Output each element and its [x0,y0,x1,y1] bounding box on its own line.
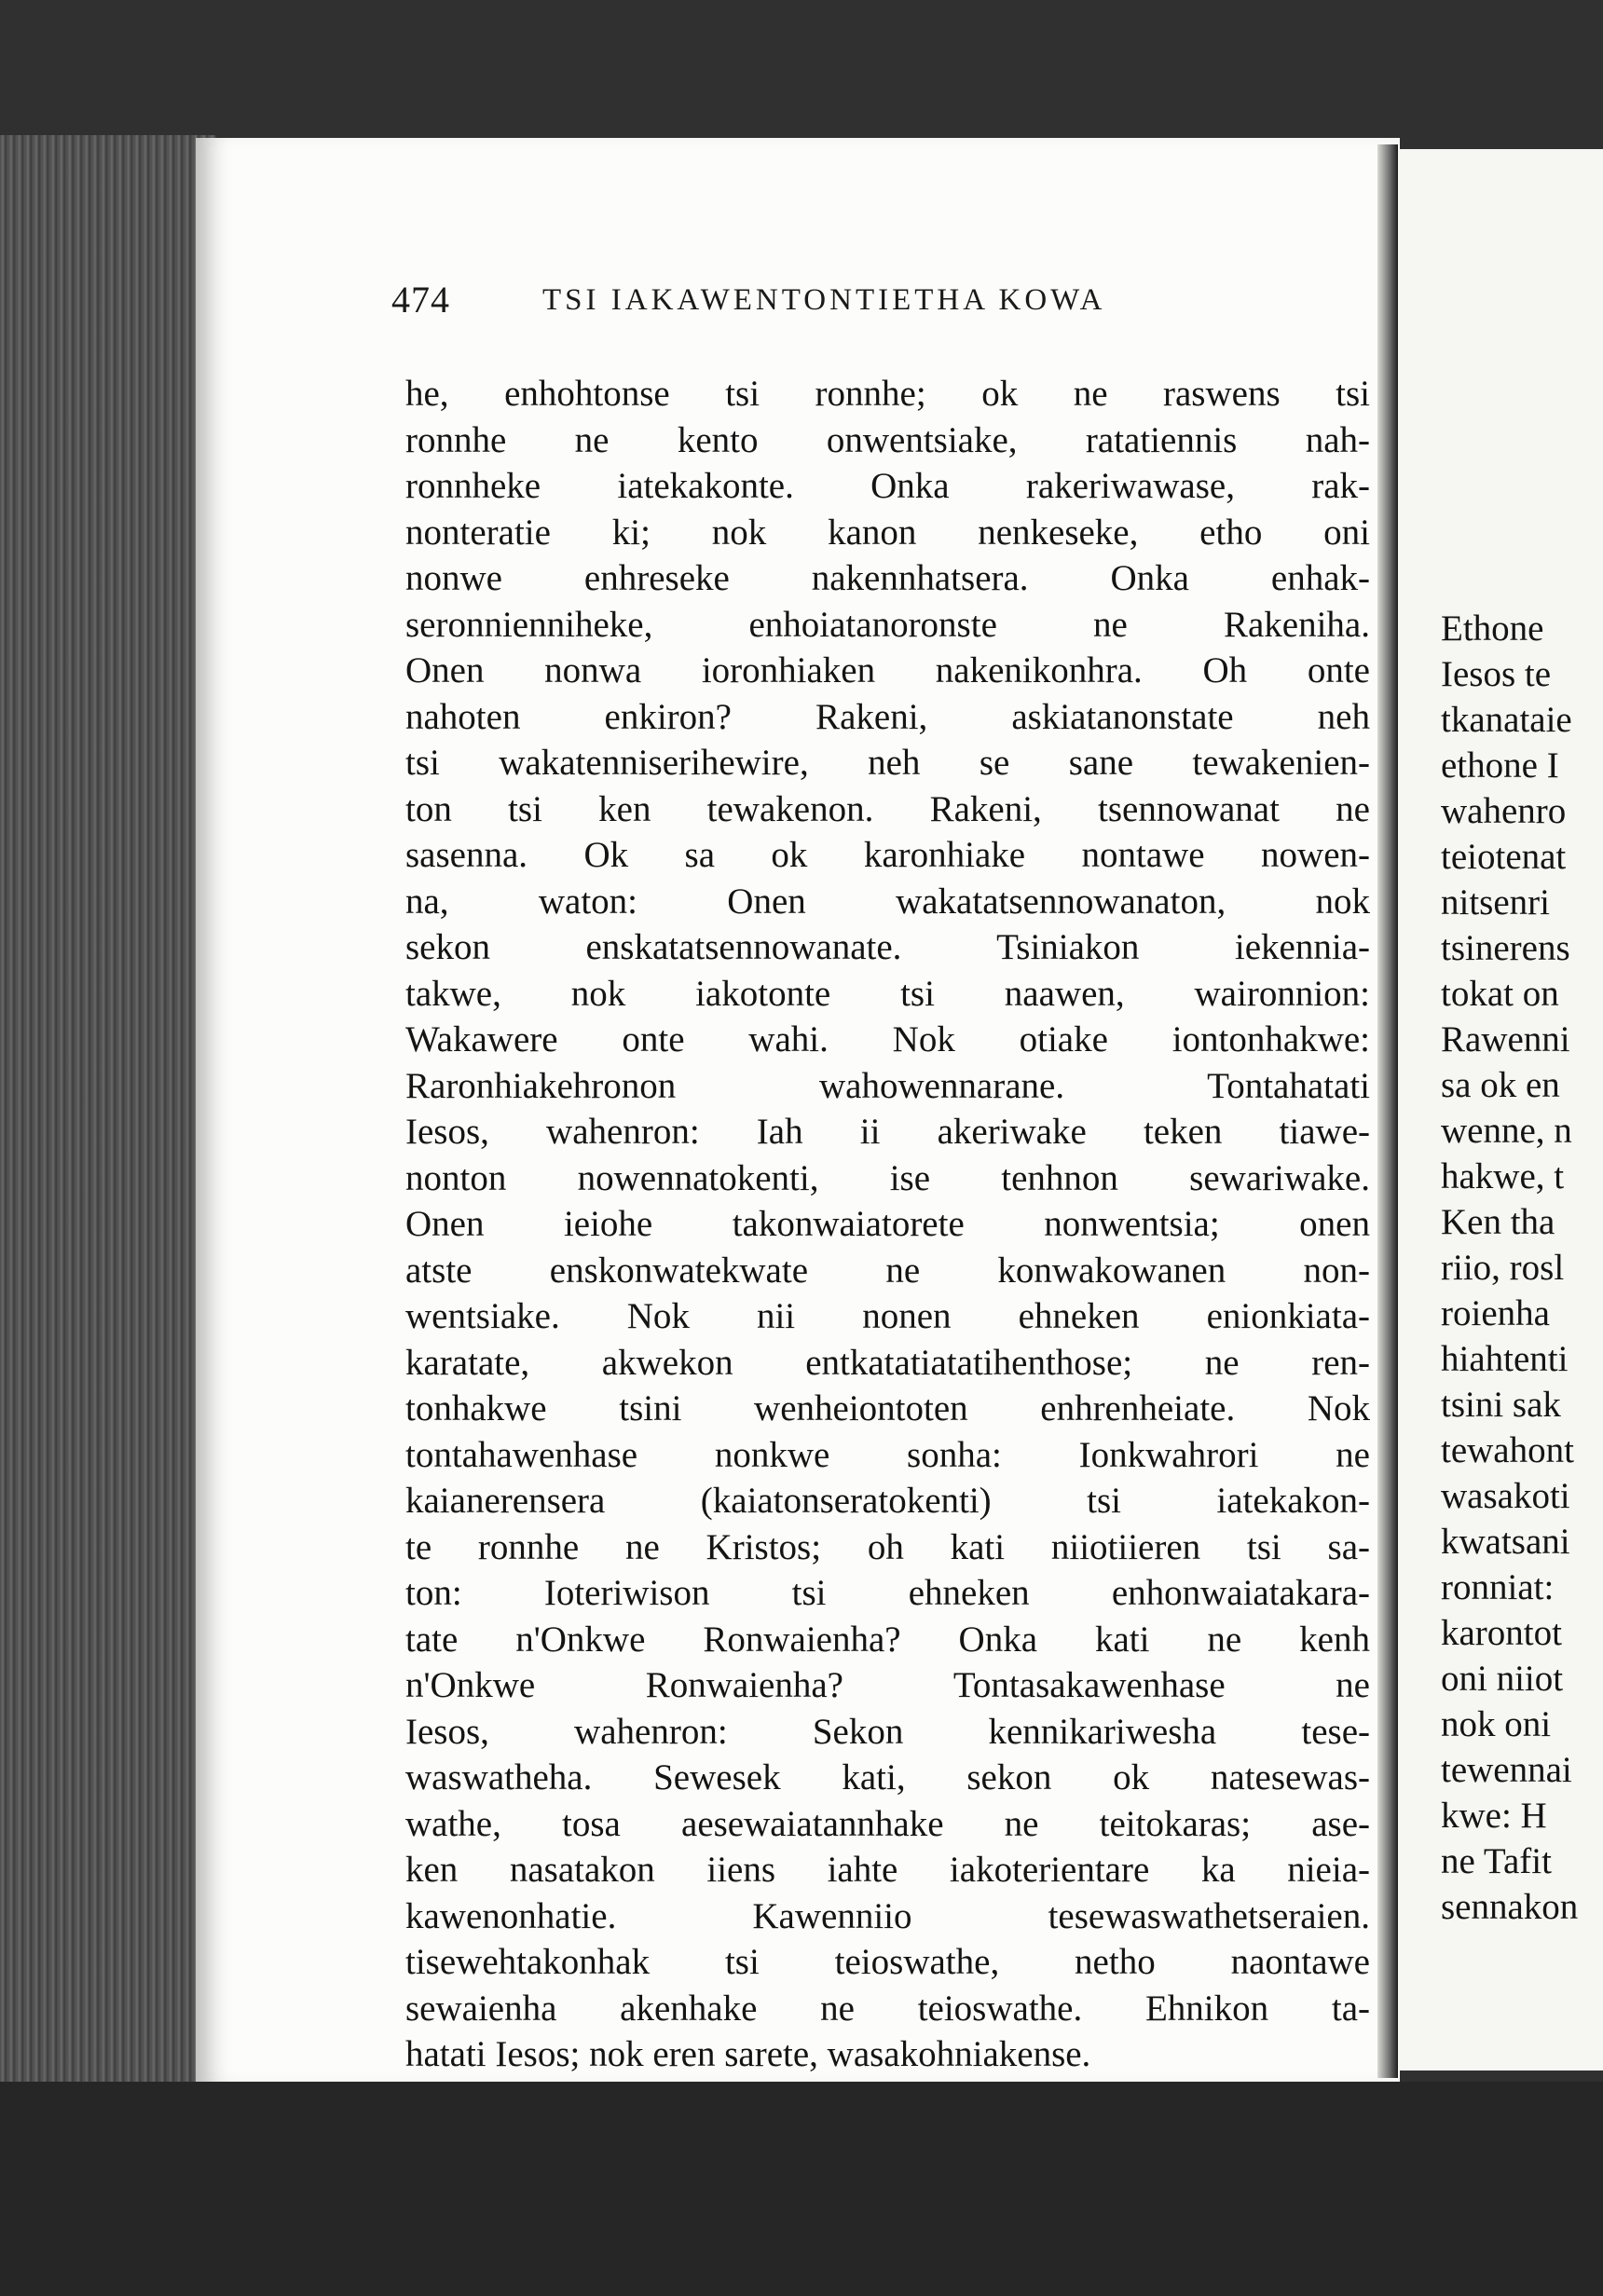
right-text-line: hiahtenti [1441,1339,1569,1379]
text-line: wathe, tosa aesewaiatannhake ne teitokaras; ase- [405,1803,1370,1844]
text-line: hatati Iesos; nok eren sarete, wasakohniakense. [405,2034,1091,2074]
text-line: kaianerensera (kaiatonseratokenti) tsi iatekakon- [405,1481,1370,1521]
text-line: wentsiake. Nok nii nonen ehneken enionkiata- [405,1296,1370,1336]
text-line: tisewehtakonhak tsi teioswathe, netho naontawe [405,1942,1370,1982]
text-line: tontahawenhase nonkwe sonha: Ionkwahrori ne [405,1434,1370,1475]
text-line: n'Onkwe Ronwaienha? Tontasakawenhase ne [405,1665,1370,1705]
right-text-line: tewahont [1441,1430,1574,1470]
text-line: Onen nonwa ioronhiaken nakenikonhra. Oh onte [405,650,1370,690]
text-line: nonton nowennatokenti, ise tenhnon sewariwake. [405,1157,1370,1198]
right-text-line: roienha [1441,1293,1550,1333]
text-line: ton tsi ken tewakenon. Rakeni, tsennowanat ne [405,788,1370,829]
right-text-line: riio, rosl [1441,1248,1565,1288]
body-text [405,371,1370,2078]
right-text-line: wahenro [1441,791,1567,831]
right-text-line: karontot [1441,1613,1562,1653]
right-text-line: wenne, n [1441,1111,1572,1151]
text-line: nahoten enkiron? Rakeni, askiatanonstate neh [405,696,1370,737]
text-line: takwe, nok iakotonte tsi naawen, waironnion: [405,973,1370,1014]
text-line: te ronnhe ne Kristos; oh kati niiotiieren tsi sa- [405,1526,1370,1567]
right-text-line: oni niiot [1441,1659,1564,1699]
running-title: TSI IAKAWENTONTIETHA KOWA [542,283,1106,317]
right-text-line: ronniat: [1441,1567,1555,1607]
text-line: he, enhohtonse tsi ronnhe; ok ne raswens tsi [405,374,1370,414]
right-text-line: nitsenri [1441,882,1550,922]
text-line: tate n'Onkwe Ronwaienha? Onka kati ne kenh [405,1619,1370,1660]
right-text-line: wasakoti [1441,1476,1570,1516]
text-line: Iesos, wahenron: Iah ii akeriwake teken tiawe- [405,1112,1370,1152]
right-text-line: Iesos te [1441,654,1552,694]
text-line: nonwe enhreseke nakennhatsera. Onka enhak- [405,558,1370,598]
right-text-line: tokat on [1441,974,1559,1014]
right-text-line: tsini sak [1441,1385,1561,1425]
right-page-text [1441,606,1603,1930]
text-line: karatate, akwekon entkatatiatatihenthose; ne ren- [405,1342,1370,1383]
text-line: ton: Ioteriwison tsi ehneken enhonwaiatakara- [405,1573,1370,1613]
book-gutter [1377,144,1398,2078]
text-line: Onen ieiohe takonwaiatorete nonwentsia; onen [405,1204,1370,1244]
text-line: nonteratie ki; nok kanon nenkeseke, etho oni [405,512,1370,553]
right-text-line: kwe: H [1441,1796,1547,1836]
right-text-line: ne Tafit [1441,1841,1552,1881]
text-line: sasenna. Ok sa ok karonhiake nontawe nowen- [405,835,1370,875]
text-line: ronnheke iatekakonte. Onka rakeriwawase, rak- [405,466,1370,506]
right-text-line: nok oni [1441,1704,1552,1744]
right-text-line: tsinerens [1441,928,1570,968]
right-text-line: Ethone [1441,608,1544,649]
text-line: Raronhiakehronon wahowennarane. Tontahatati [405,1065,1370,1106]
right-text-line: sa ok en [1441,1065,1560,1105]
text-line: ronnhe ne kento onwentsiake, ratatiennis nah- [405,419,1370,460]
text-line: ken nasatakon iiens iahte iakoterientare ka nieia- [405,1850,1370,1890]
text-line: waswatheha. Sewesek kati, sekon ok natesewas- [405,1757,1370,1797]
page-number: 474 [391,279,450,321]
text-line: tsi wakatenniserihewire, neh se sane tewakenien- [405,743,1370,783]
text-line: sewaienha akenhake ne teioswathe. Ehnikon ta- [405,1988,1370,2029]
page-edge-stack [0,135,216,2101]
right-text-line: teiotenat [1441,837,1567,877]
right-text-line: tewennai [1441,1750,1572,1790]
page-header [391,278,1342,324]
text-line: kawenonhatie. Kawenniio tesewaswathetseraien. [405,1895,1370,1936]
right-text-line: sennakon [1441,1887,1579,1927]
right-text-line: Rawenni [1441,1019,1570,1059]
right-text-line: ethone I [1441,745,1559,786]
text-line: na, waton: Onen wakatatsennowanaton, nok [405,881,1370,922]
right-text-line: Ken tha [1441,1202,1555,1242]
bottom-shadow [0,2082,1603,2296]
text-line: atste enskonwatekwate ne konwakowanen non- [405,1250,1370,1291]
text-line: Iesos, wahenron: Sekon kennikariwesha tese- [405,1711,1370,1752]
right-text-line: kwatsani [1441,1522,1570,1562]
right-text-line: hakwe, t [1441,1156,1565,1196]
text-line: tonhakwe tsini wenheiontoten enhrenheiate. Nok [405,1388,1370,1428]
right-page [1398,149,1603,2070]
text-line: Wakawere onte wahi. Nok otiake iontonhakwe: [405,1019,1370,1059]
text-line: seronnienniheke, enhoiatanoronste ne Rakeniha. [405,604,1370,645]
right-text-line: tkanataie [1441,700,1572,740]
text-line: sekon enskatatsennowanate. Tsiniakon iekennia- [405,927,1370,967]
